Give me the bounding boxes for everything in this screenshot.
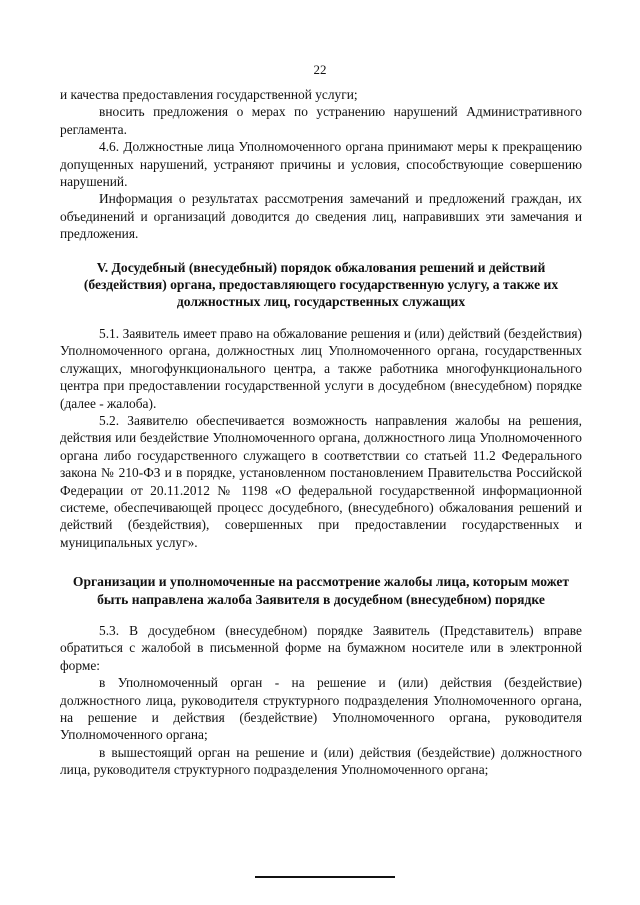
- paragraph: 5.3. В досудебном (внесудебном) порядке Заявитель (Представитель) вправе обратиться с жалобой в письменной форме на бумажном носителе или в электронной форме:: [60, 622, 582, 673]
- paragraph: в Уполномоченный орган - на решение и (или) действия (бездействие) должностного лица, руководителя структурного подразделения Уполномоченного органа, на решение и действия (бездействие) Уполномоченного органа, руководителя Уполномоченного органа;: [60, 675, 582, 743]
- paragraph: 5.2. Заявителю обеспечивается возможность направления жалобы на решения, действия или бездействие Уполномоченного органа, должностного лица Уполномоченного органа либо государственного служащего в соответствии со статьей 11.2 Федерального закона № 210-ФЗ и в порядке, установленном постановлением Правительства Российской Федерации от 20.11.2012 № 1198 «О федеральной государственной информационной системе, обеспечивающей процесс досудебного, (внесудебного) обжалования решений и действий (бездействия), совершенных при предоставлении государственных и муниципальных услуг».: [60, 412, 582, 550]
- paragraph: 5.1. Заявитель имеет право на обжалование решения и (или) действий (бездействия) Уполномоченного органа, должностных лиц Уполномоченного органа, государственных служащих, многофункционального центра, а также работника многофункционального центра при предоставлении государственной услуги в досудебном (внесудебном) порядке (далее - жалоба).: [60, 325, 582, 411]
- bottom-rule: [255, 876, 395, 878]
- paragraph: Информация о результатах рассмотрения замечаний и предложений граждан, их объединений и организаций доводится до сведения лиц, направивших эти замечания и предложения.: [60, 191, 582, 242]
- subsection-heading: Организации и уполномоченные на рассмотрение жалобы лица, которым может быть направлена жалоба Заявителя в досудебном (внесудебном) порядке: [72, 574, 570, 607]
- section-v-heading: V. Досудебный (внесудебный) порядок обжалования решений и действий (бездействия) органа, предоставляющего государственную услугу, а также их должностных лиц, государственных служащих: [83, 259, 559, 310]
- paragraph: вносить предложения о мерах по устранению нарушений Административного регламента.: [60, 104, 582, 137]
- paragraph: 4.6. Должностные лица Уполномоченного органа принимают меры к прекращению допущенных нарушений, устраняют причины и условия, способствующие совершению нарушений.: [60, 139, 582, 190]
- paragraph: в вышестоящий орган на решение и (или) действия (бездействие) должностного лица, руководителя структурного подразделения Уполномоченного органа;: [60, 744, 582, 778]
- page-content: [60, 86, 582, 779]
- paragraph: и качества предоставления государственной услуги;: [60, 87, 358, 102]
- page-number: 22: [313, 62, 327, 77]
